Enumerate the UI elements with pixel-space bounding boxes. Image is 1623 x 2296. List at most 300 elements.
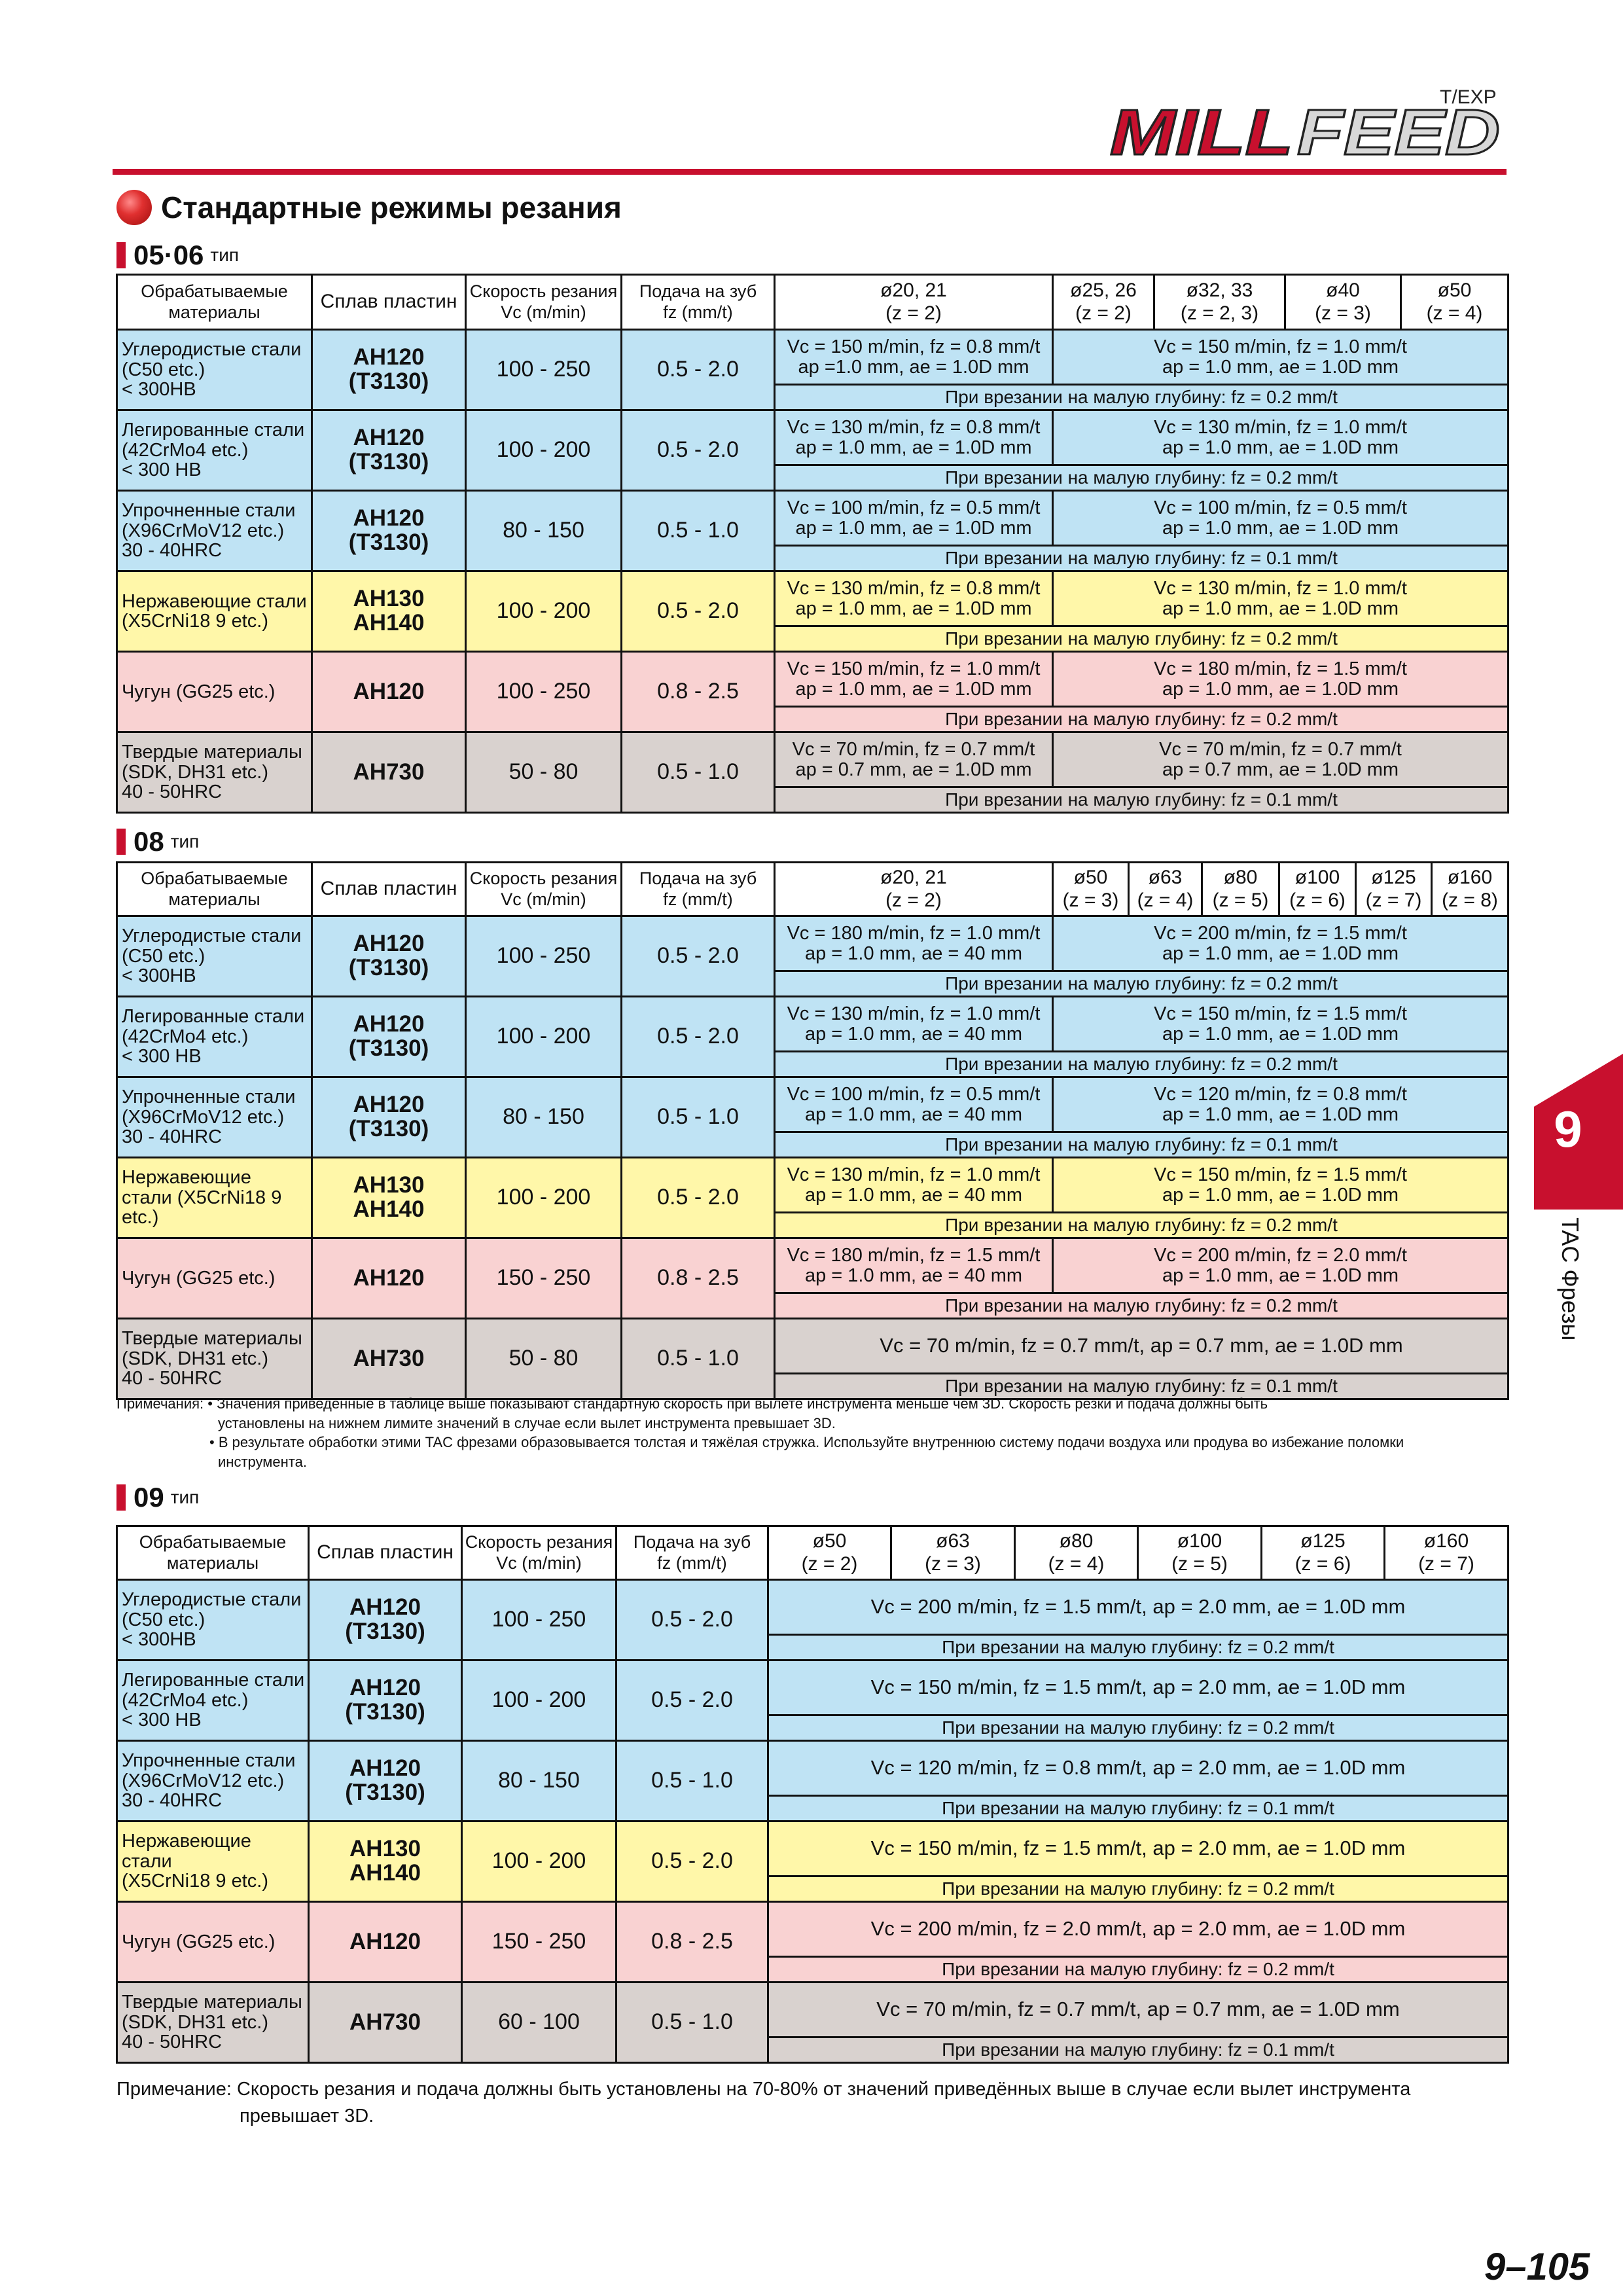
cell-line: ap = 1.0 mm, ae = 1.0D mm — [1162, 437, 1399, 458]
grade-cell — [312, 410, 466, 491]
feed-cell: 0.5 - 2.0 — [622, 1158, 775, 1238]
cell-line: (T3130) — [348, 449, 429, 475]
table-row — [117, 1660, 1508, 1715]
grade-cell — [312, 571, 466, 652]
millfeed-logo-graphic — [1106, 105, 1505, 164]
header-diameter — [1015, 1526, 1138, 1580]
conditions-other-diameters — [1053, 916, 1508, 971]
section-marker — [116, 829, 126, 855]
table-row — [117, 330, 1508, 385]
cell-line: (X5CrNi18 9 etc.) — [122, 611, 269, 632]
shallow-entry-note: При врезании на малую глубину: fz = 0.2 mm/t — [775, 626, 1508, 652]
conditions-first-diameter — [775, 732, 1053, 787]
table-row — [117, 1982, 1508, 2037]
cell-line: AH120 — [353, 678, 425, 704]
feed-cell: 0.5 - 2.0 — [616, 1580, 768, 1660]
cell-line: (SDK, DH31 etc.) — [122, 1348, 268, 1369]
cell-line: AH130 — [353, 1172, 425, 1198]
header-material — [117, 275, 312, 330]
cell-line: (z = 7) — [1365, 889, 1422, 911]
shallow-entry-note: При врезании на малую глубину: fz = 0.1 mm/t — [775, 1374, 1508, 1399]
conditions-first-diameter — [775, 410, 1053, 465]
cell-line: (z = 2) — [801, 1552, 858, 1575]
cell-line: AH120 — [353, 425, 425, 451]
notes-block — [116, 1394, 1404, 1472]
cell-line: Vc = 130 m/min, fz = 1.0 mm/t — [787, 1164, 1041, 1186]
speed-cell: 100 - 200 — [466, 997, 622, 1077]
section-type-word: тип — [170, 831, 200, 852]
cutting-table-05-06 — [116, 274, 1509, 814]
cell-line: ap =1.0 mm, ae = 1.0D mm — [798, 356, 1029, 378]
cell-line: ap = 1.0 mm, ae = 40 mm — [804, 1265, 1023, 1286]
header-diameter — [1356, 863, 1432, 916]
cell-line: Скорость резания — [469, 869, 618, 889]
cell-line: (SDK, DH31 etc.) — [122, 2011, 268, 2033]
cell-line: ap = 0.7 mm, ae = 1.0D mm — [1162, 759, 1399, 780]
header-diameter — [1432, 863, 1508, 916]
cell-line: Vc = 70 m/min, fz = 0.7 mm/t — [792, 739, 1035, 761]
cell-line: материалы — [168, 889, 260, 909]
header-diameter — [775, 863, 1053, 916]
brand-series-label: T/EXP — [1440, 86, 1497, 108]
speed-cell: 100 - 250 — [462, 1580, 616, 1660]
cell-line: Подача на зуб — [639, 281, 757, 302]
conditions-cell: Vc = 200 m/min, fz = 2.0 mm/t, ap = 2.0 mm, ae = 1.0D mm — [768, 1902, 1508, 1957]
cell-line: ø63 — [1148, 867, 1183, 888]
cell-line: ø32, 33 — [1186, 279, 1253, 301]
cell-line: Обрабатываемые — [141, 869, 288, 889]
cell-line: Vc = 100 m/min, fz = 0.5 mm/t — [787, 1084, 1041, 1105]
header-diameter — [1385, 1526, 1508, 1580]
feed-cell: 0.8 - 2.5 — [622, 652, 775, 732]
millfeed-logo — [1106, 105, 1505, 167]
header-diameter — [1279, 863, 1356, 916]
cell-line: (X96CrMoV12 etc.) — [122, 1106, 285, 1128]
header-feed — [622, 863, 775, 916]
cell-line: AH120 — [353, 344, 425, 370]
note-bullet-1: • Значения приведенные в таблице выше показывают стандартную скорость при вылете инструмента меньше чем 3D. Скорость резки и подача должны быть — [207, 1395, 1268, 1412]
cell-line: Углеродистые стали — [122, 339, 302, 361]
feed-cell: 0.5 - 2.0 — [622, 410, 775, 491]
header-rule — [113, 169, 1507, 175]
speed-cell: 100 - 250 — [466, 330, 622, 410]
conditions-other-diameters — [1053, 652, 1508, 707]
feed-cell: 0.5 - 2.0 — [622, 330, 775, 410]
cell-line: Упрочненные стали — [122, 1750, 296, 1772]
table-row — [117, 1902, 1508, 1957]
speed-cell: 100 - 200 — [462, 1821, 616, 1902]
cell-line: ø50 — [1437, 279, 1472, 301]
conditions-cell: Vc = 150 m/min, fz = 1.5 mm/t, ap = 2.0 mm, ae = 1.0D mm — [768, 1821, 1508, 1876]
header-feed — [616, 1526, 768, 1580]
cell-line: 40 - 50HRC — [122, 2032, 223, 2053]
cell-line: (42CrMo4 etc.) — [122, 1026, 249, 1047]
cell-line: < 300HB — [122, 965, 196, 987]
conditions-first-diameter — [775, 571, 1053, 626]
cell-line: AH120 — [349, 1928, 421, 1954]
cell-line: ø100 — [1294, 867, 1340, 888]
cell-line: ø80 — [1059, 1530, 1094, 1552]
cell-line: Vc = 180 m/min, fz = 1.5 mm/t — [1154, 658, 1407, 680]
header-speed — [466, 863, 622, 916]
cell-line: (z = 5) — [1212, 889, 1269, 911]
header-speed — [462, 1526, 616, 1580]
cell-line: Скорость резания — [469, 281, 618, 302]
conditions-first-diameter — [775, 491, 1053, 546]
shallow-entry-note: При врезании на малую глубину: fz = 0.2 mm/t — [768, 1715, 1508, 1741]
section-number: 09 — [134, 1482, 164, 1513]
cell-line: ø160 — [1447, 867, 1493, 888]
cell-line: (z = 7) — [1418, 1552, 1474, 1575]
cell-line: ap = 1.0 mm, ae = 1.0D mm — [1162, 598, 1399, 619]
cell-line: ap = 1.0 mm, ae = 1.0D mm — [1162, 942, 1399, 964]
cell-line: Нержавеющие — [122, 1167, 251, 1189]
cell-line: Vc (m/min) — [501, 302, 586, 322]
material-cell — [117, 1077, 312, 1158]
cell-line: ø25, 26 — [1070, 279, 1137, 301]
shallow-entry-note: При врезании на малую глубину: fz = 0.2 mm/t — [768, 1635, 1508, 1660]
cutting-table-08 — [116, 861, 1509, 1400]
cell-line: AH730 — [349, 2009, 421, 2035]
note-line — [116, 1394, 1404, 1414]
cell-line: ap = 1.0 mm, ae = 40 mm — [804, 1103, 1023, 1125]
section-number: 05·06 — [134, 240, 204, 270]
header-diameter — [1138, 1526, 1262, 1580]
feed-cell: 0.5 - 2.0 — [616, 1821, 768, 1902]
shallow-entry-note: При врезании на малую глубину: fz = 0.1 mm/t — [775, 546, 1508, 571]
speed-cell: 80 - 150 — [462, 1741, 616, 1821]
cell-line: Углеродистые стали — [122, 1589, 302, 1611]
speed-cell: 100 - 250 — [466, 916, 622, 997]
cell-line: Vc = 70 m/min, fz = 0.7 mm/t — [1159, 739, 1402, 761]
material-cell — [117, 997, 312, 1077]
cell-line: ø20, 21 — [880, 279, 947, 301]
cell-line: Обрабатываемые — [141, 281, 288, 302]
feed-cell: 0.8 - 2.5 — [622, 1238, 775, 1319]
speed-cell: 60 - 100 — [462, 1982, 616, 2063]
speed-cell: 50 - 80 — [466, 1319, 622, 1399]
conditions-other-diameters — [1053, 410, 1508, 465]
footer-note-line — [116, 2076, 1491, 2103]
section-number: 08 — [134, 826, 164, 857]
cell-line: fz (mm/t) — [663, 302, 733, 322]
cell-line: Vc = 150 m/min, fz = 1.0 mm/t — [787, 658, 1041, 680]
cell-line: (z = 4) — [1426, 302, 1483, 324]
table-row — [117, 1580, 1508, 1635]
section-heading-05-06 — [116, 240, 239, 271]
cell-line: ap = 1.0 mm, ae = 1.0D mm — [1162, 517, 1399, 539]
page-number: 9–105 — [1484, 2246, 1590, 2288]
cell-line: ap = 1.0 mm, ae = 1.0D mm — [795, 678, 1032, 700]
cell-line: < 300HB — [122, 379, 196, 401]
cell-line: ap = 1.0 mm, ae = 40 mm — [804, 942, 1023, 964]
table-row — [117, 1821, 1508, 1876]
shallow-entry-note: При врезании на малую глубину: fz = 0.2 mm/t — [775, 385, 1508, 410]
feed-cell: 0.5 - 2.0 — [622, 916, 775, 997]
cell-line: Чугун (GG25 etc.) — [122, 1267, 276, 1289]
cell-line: (C50 etc.) — [122, 945, 205, 967]
cell-line: (42CrMo4 etc.) — [122, 439, 249, 461]
cell-line: Скорость резания — [465, 1532, 613, 1552]
cell-line: Vc = 100 m/min, fz = 0.5 mm/t — [787, 497, 1041, 519]
cell-line: AH130 — [353, 586, 425, 612]
cell-line: Чугун (GG25 etc.) — [122, 1931, 276, 1952]
section-heading-08 — [116, 826, 199, 857]
cell-line: ap = 1.0 mm, ae = 1.0D mm — [1162, 1265, 1399, 1286]
cell-line: (T3130) — [348, 368, 429, 394]
feed-cell: 0.5 - 1.0 — [616, 1982, 768, 2063]
material-cell — [117, 1982, 309, 2063]
cell-line: ap = 1.0 mm, ae = 1.0D mm — [795, 437, 1032, 458]
cell-line: AH730 — [353, 1345, 425, 1371]
cell-line: Vc = 130 m/min, fz = 0.8 mm/t — [787, 417, 1041, 439]
cell-line: AH120 — [349, 1594, 421, 1621]
note-bullet-2: • В результате обработки этими TAC фрезами образовывается толстая и тяжёлая стружка. Используйте внутреннюю систему подачи воздуха или продува во избежание поломки — [209, 1434, 1404, 1451]
cell-line: (z = 4) — [1137, 889, 1194, 911]
cell-line: 40 - 50HRC — [122, 781, 223, 803]
cell-line: Твердые материалы — [122, 1992, 302, 2013]
section-type-word: тип — [210, 245, 240, 265]
section-type-word: тип — [170, 1487, 200, 1507]
conditions-other-diameters — [1053, 1158, 1508, 1213]
cell-line: Vc = 200 m/min, fz = 1.5 mm/t — [1154, 923, 1407, 944]
material-cell — [117, 1238, 312, 1319]
cell-line: AH730 — [353, 759, 425, 785]
feed-cell: 0.5 - 1.0 — [616, 1741, 768, 1821]
cell-line: ø160 — [1423, 1530, 1469, 1552]
cell-line: Легированные стали — [122, 1670, 305, 1691]
section-marker — [116, 242, 126, 268]
cell-line: (z = 6) — [1289, 889, 1346, 911]
speed-cell: 100 - 200 — [466, 410, 622, 491]
conditions-other-diameters — [1053, 1077, 1508, 1132]
grade-cell — [309, 1660, 462, 1741]
material-cell — [117, 1902, 309, 1982]
shallow-entry-note: При врезании на малую глубину: fz = 0.1 mm/t — [775, 1132, 1508, 1158]
grade-cell — [312, 997, 466, 1077]
grade-cell — [312, 652, 466, 732]
cell-line: Упрочненные стали — [122, 1086, 296, 1108]
feed-cell: 0.5 - 2.0 — [622, 571, 775, 652]
feed-cell: 0.5 - 1.0 — [622, 1077, 775, 1158]
cell-line: Vc = 130 m/min, fz = 0.8 mm/t — [787, 578, 1041, 600]
cell-line: (X5CrNi18 9 etc.) — [122, 1871, 269, 1892]
material-cell — [117, 916, 312, 997]
section-marker — [116, 1484, 126, 1511]
header-grade: Сплав пластин — [312, 863, 466, 916]
conditions-first-diameter — [775, 1158, 1053, 1213]
grade-cell — [312, 1077, 466, 1158]
header-row — [117, 1526, 1508, 1580]
material-cell — [117, 1741, 309, 1821]
header-material — [117, 1526, 309, 1580]
cell-line: (C50 etc.) — [122, 359, 205, 380]
cell-line: Vc = 130 m/min, fz = 1.0 mm/t — [1154, 578, 1407, 600]
cell-line: AH120 — [349, 1675, 421, 1701]
cell-line: Vc (m/min) — [501, 889, 586, 909]
conditions-cell: Vc = 70 m/min, fz = 0.7 mm/t, ap = 0.7 mm, ae = 1.0D mm — [768, 1982, 1508, 2037]
feed-cell: 0.5 - 1.0 — [622, 732, 775, 813]
red-ball-bullet-icon — [116, 190, 152, 225]
cell-line: ø20, 21 — [880, 867, 947, 888]
cell-line: Твердые материалы — [122, 1328, 302, 1350]
cell-line: Vc = 150 m/min, fz = 1.5 mm/t — [1154, 1003, 1407, 1025]
conditions-first-diameter — [775, 916, 1053, 971]
material-cell — [117, 1158, 312, 1238]
speed-cell: 150 - 250 — [462, 1902, 616, 1982]
page-title: Стандартные режимы резания — [161, 190, 622, 224]
table-row — [117, 491, 1508, 546]
header-diameter — [891, 1526, 1015, 1580]
note-label: Примечания: — [116, 1395, 204, 1412]
cell-line: ø80 — [1223, 867, 1258, 888]
cell-line: Vc (m/min) — [496, 1552, 582, 1573]
cell-line: ø50 — [1073, 867, 1108, 888]
table-row — [117, 1319, 1508, 1374]
conditions-cell: Vc = 70 m/min, fz = 0.7 mm/t, ap = 0.7 mm, ae = 1.0D mm — [775, 1319, 1508, 1374]
cell-line: (z = 3) — [1315, 302, 1371, 324]
cell-line: Vc = 200 m/min, fz = 2.0 mm/t — [1154, 1245, 1407, 1266]
table-row — [117, 1077, 1508, 1132]
cell-line: ap = 1.0 mm, ae = 1.0D mm — [795, 517, 1032, 539]
cell-line: ap = 1.0 mm, ae = 40 mm — [804, 1184, 1023, 1206]
header-row — [117, 275, 1508, 330]
cell-line: fz (mm/t) — [657, 1552, 727, 1573]
feed-cell: 0.5 - 2.0 — [622, 997, 775, 1077]
header-diameter — [1053, 275, 1154, 330]
header-diameter — [775, 275, 1053, 330]
cell-line: ap = 1.0 mm, ae = 1.0D mm — [1162, 356, 1399, 378]
header-row — [117, 863, 1508, 916]
speed-cell: 100 - 200 — [462, 1660, 616, 1741]
section-heading-09 — [116, 1482, 199, 1513]
cell-line: Легированные стали — [122, 420, 305, 441]
cell-line: Нержавеющие стали — [122, 590, 307, 612]
cell-line: стали (X5CrNi18 9 — [122, 1187, 282, 1208]
logo-mill-text: MILL — [1110, 105, 1293, 164]
cell-line: (42CrMo4 etc.) — [122, 1689, 249, 1711]
header-diameter — [1202, 863, 1279, 916]
table-row — [117, 916, 1508, 971]
cell-line: AH120 — [353, 505, 425, 531]
cell-line: (z = 2, 3) — [1180, 302, 1259, 324]
table-row — [117, 1741, 1508, 1796]
conditions-other-diameters — [1053, 571, 1508, 626]
table-row — [117, 1158, 1508, 1213]
speed-cell: 100 - 200 — [466, 571, 622, 652]
cell-line: Легированные стали — [122, 1006, 305, 1028]
cell-line: Vc = 150 m/min, fz = 1.5 mm/t — [1154, 1164, 1407, 1186]
cell-line: AH140 — [349, 1860, 421, 1886]
shallow-entry-note: При врезании на малую глубину: fz = 0.1 mm/t — [768, 1796, 1508, 1821]
feed-cell: 0.5 - 1.0 — [622, 1319, 775, 1399]
speed-cell: 100 - 250 — [466, 652, 622, 732]
material-cell — [117, 732, 312, 813]
cell-line: 30 - 40HRC — [122, 1790, 223, 1812]
speed-cell: 50 - 80 — [466, 732, 622, 813]
grade-cell — [312, 1319, 466, 1399]
conditions-first-diameter — [775, 330, 1053, 385]
cell-line: (X96CrMoV12 etc.) — [122, 520, 285, 541]
header-diameter — [1129, 863, 1202, 916]
cell-line: Vc = 130 m/min, fz = 1.0 mm/t — [787, 1003, 1041, 1025]
cell-line: AH120 — [349, 1755, 421, 1782]
cell-line: AH140 — [353, 610, 425, 636]
cell-line: Чугун (GG25 etc.) — [122, 681, 276, 702]
conditions-first-diameter — [775, 997, 1053, 1052]
cell-line: (T3130) — [345, 1699, 425, 1725]
chapter-tab-number: 9 — [1554, 1100, 1582, 1158]
note-line: установлены на нижнем лимите значений в случае если вылет инструмента превышает 3D. — [218, 1414, 836, 1431]
speed-cell: 80 - 150 — [466, 491, 622, 571]
material-cell — [117, 330, 312, 410]
cell-line: Углеродистые стали — [122, 925, 302, 947]
material-cell — [117, 1580, 309, 1660]
header-diameter — [768, 1526, 891, 1580]
cutting-table-09 — [116, 1525, 1509, 2064]
cell-line: ap = 1.0 mm, ae = 1.0D mm — [1162, 1103, 1399, 1125]
cell-line: AH140 — [353, 1196, 425, 1222]
header-grade: Сплав пластин — [309, 1526, 462, 1580]
cell-line: < 300 HB — [122, 1710, 202, 1731]
cell-line: (z = 4) — [1048, 1552, 1105, 1575]
conditions-cell: Vc = 150 m/min, fz = 1.5 mm/t, ap = 2.0 mm, ae = 1.0D mm — [768, 1660, 1508, 1715]
cell-line: ø40 — [1326, 279, 1360, 301]
cell-line: 40 - 50HRC — [122, 1368, 223, 1390]
cell-line: AH120 — [353, 1265, 425, 1291]
cell-line: ap = 1.0 mm, ae = 1.0D mm — [1162, 1023, 1399, 1045]
header-diameter — [1154, 275, 1285, 330]
note-line: инструмента. — [218, 1454, 307, 1471]
cell-line: AH120 — [353, 1092, 425, 1118]
cell-line: (T3130) — [345, 1780, 425, 1805]
cell-line: (z = 2) — [885, 302, 942, 324]
table-row — [117, 1238, 1508, 1293]
conditions-other-diameters — [1053, 491, 1508, 546]
shallow-entry-note: При врезании на малую глубину: fz = 0.2 mm/t — [775, 971, 1508, 997]
grade-cell — [312, 1238, 466, 1319]
cell-line: Vc = 180 m/min, fz = 1.5 mm/t — [787, 1245, 1041, 1266]
table-row — [117, 571, 1508, 626]
material-cell — [117, 491, 312, 571]
cell-line: < 300 HB — [122, 1046, 202, 1067]
cell-line: Подача на зуб — [639, 869, 757, 889]
conditions-other-diameters — [1053, 1238, 1508, 1293]
cell-line: fz (mm/t) — [663, 889, 733, 909]
cell-line: (z = 6) — [1294, 1552, 1351, 1575]
cell-line: Vc = 180 m/min, fz = 1.0 mm/t — [787, 923, 1041, 944]
header-diameter — [1262, 1526, 1385, 1580]
table-row — [117, 997, 1508, 1052]
grade-cell — [309, 1982, 462, 2063]
shallow-entry-note: При врезании на малую глубину: fz = 0.1 mm/t — [768, 2037, 1508, 2063]
shallow-entry-note: При врезании на малую глубину: fz = 0.2 mm/t — [775, 1052, 1508, 1077]
feed-cell: 0.8 - 2.5 — [616, 1902, 768, 1982]
material-cell — [117, 652, 312, 732]
shallow-entry-note: При врезании на малую глубину: fz = 0.2 mm/t — [775, 1293, 1508, 1319]
footer-note-label: Примечание: — [116, 2079, 232, 2100]
cell-line: Твердые материалы — [122, 742, 302, 763]
cell-line: Обрабатываемые — [139, 1532, 287, 1552]
cell-line: (z = 2) — [1075, 302, 1132, 324]
cell-line: (z = 3) — [925, 1552, 981, 1575]
cell-line: (SDK, DH31 etc.) — [122, 761, 268, 783]
page-heading — [116, 190, 622, 225]
grade-cell — [312, 491, 466, 571]
cell-line: ø125 — [1300, 1530, 1346, 1552]
cell-line: (T3130) — [348, 955, 429, 980]
conditions-cell: Vc = 120 m/min, fz = 0.8 mm/t, ap = 2.0 mm, ae = 1.0D mm — [768, 1741, 1508, 1796]
